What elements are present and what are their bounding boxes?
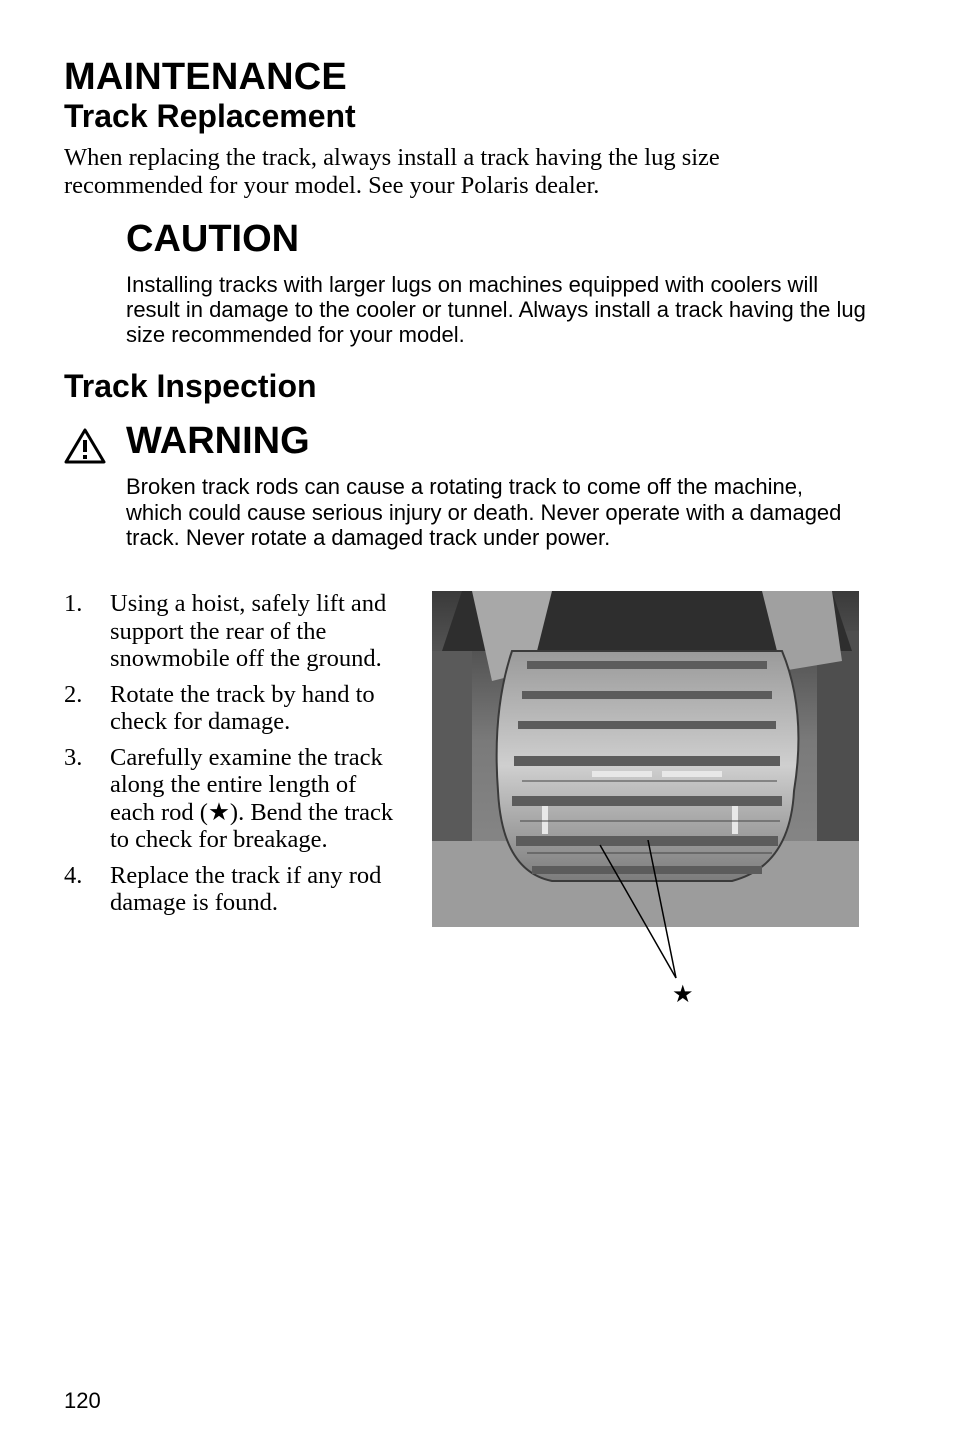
- warning-triangle-icon: [64, 428, 106, 464]
- callout-leader-lines: [590, 840, 690, 985]
- track-inspection-heading: Track Inspection: [64, 368, 317, 404]
- track-replacement-heading: Track Replacement: [64, 98, 356, 134]
- list-item: [64, 590, 394, 673]
- list-item: [64, 744, 394, 854]
- step-text: Replace the track if any rod damage is found.: [110, 861, 382, 916]
- step-text: Rotate the track by hand to check for damage.: [110, 680, 375, 735]
- caution-title: CAUTION: [126, 218, 300, 260]
- list-item: [64, 681, 394, 736]
- track-replacement-paragraph: When replacing the track, always install a track having the lug size recommended for your model. See your Polaris dealer.: [64, 144, 720, 199]
- page-number: 120: [64, 1388, 101, 1413]
- list-item: [64, 862, 394, 917]
- step-number: 4.: [64, 861, 83, 889]
- warning-body: Broken track rods can cause a rotating track to come off the machine, which could cause serious injury or death. Never operate with a damaged track. Never rotate a damaged track under power.: [126, 474, 842, 550]
- step-number: 3.: [64, 743, 83, 771]
- section-title: MAINTENANCE: [64, 56, 347, 98]
- step-number: 1.: [64, 590, 83, 617]
- caution-body: Installing tracks with larger lugs on machines equipped with coolers will result in damage to the cooler or tunnel. Always install a track having the lug size recommended for your model.: [126, 272, 866, 347]
- star-callout-icon: ★: [672, 982, 694, 1008]
- inspection-steps-list: [64, 590, 394, 925]
- warning-title: WARNING: [126, 420, 310, 462]
- step-text: Carefully examine the track along the entire length of each rod (★). Bend the track to check for breakage.: [110, 743, 394, 853]
- step-text: Using a hoist, safely lift and support the rear of the snowmobile off the ground.: [110, 590, 387, 672]
- step-number: 2.: [64, 680, 83, 708]
